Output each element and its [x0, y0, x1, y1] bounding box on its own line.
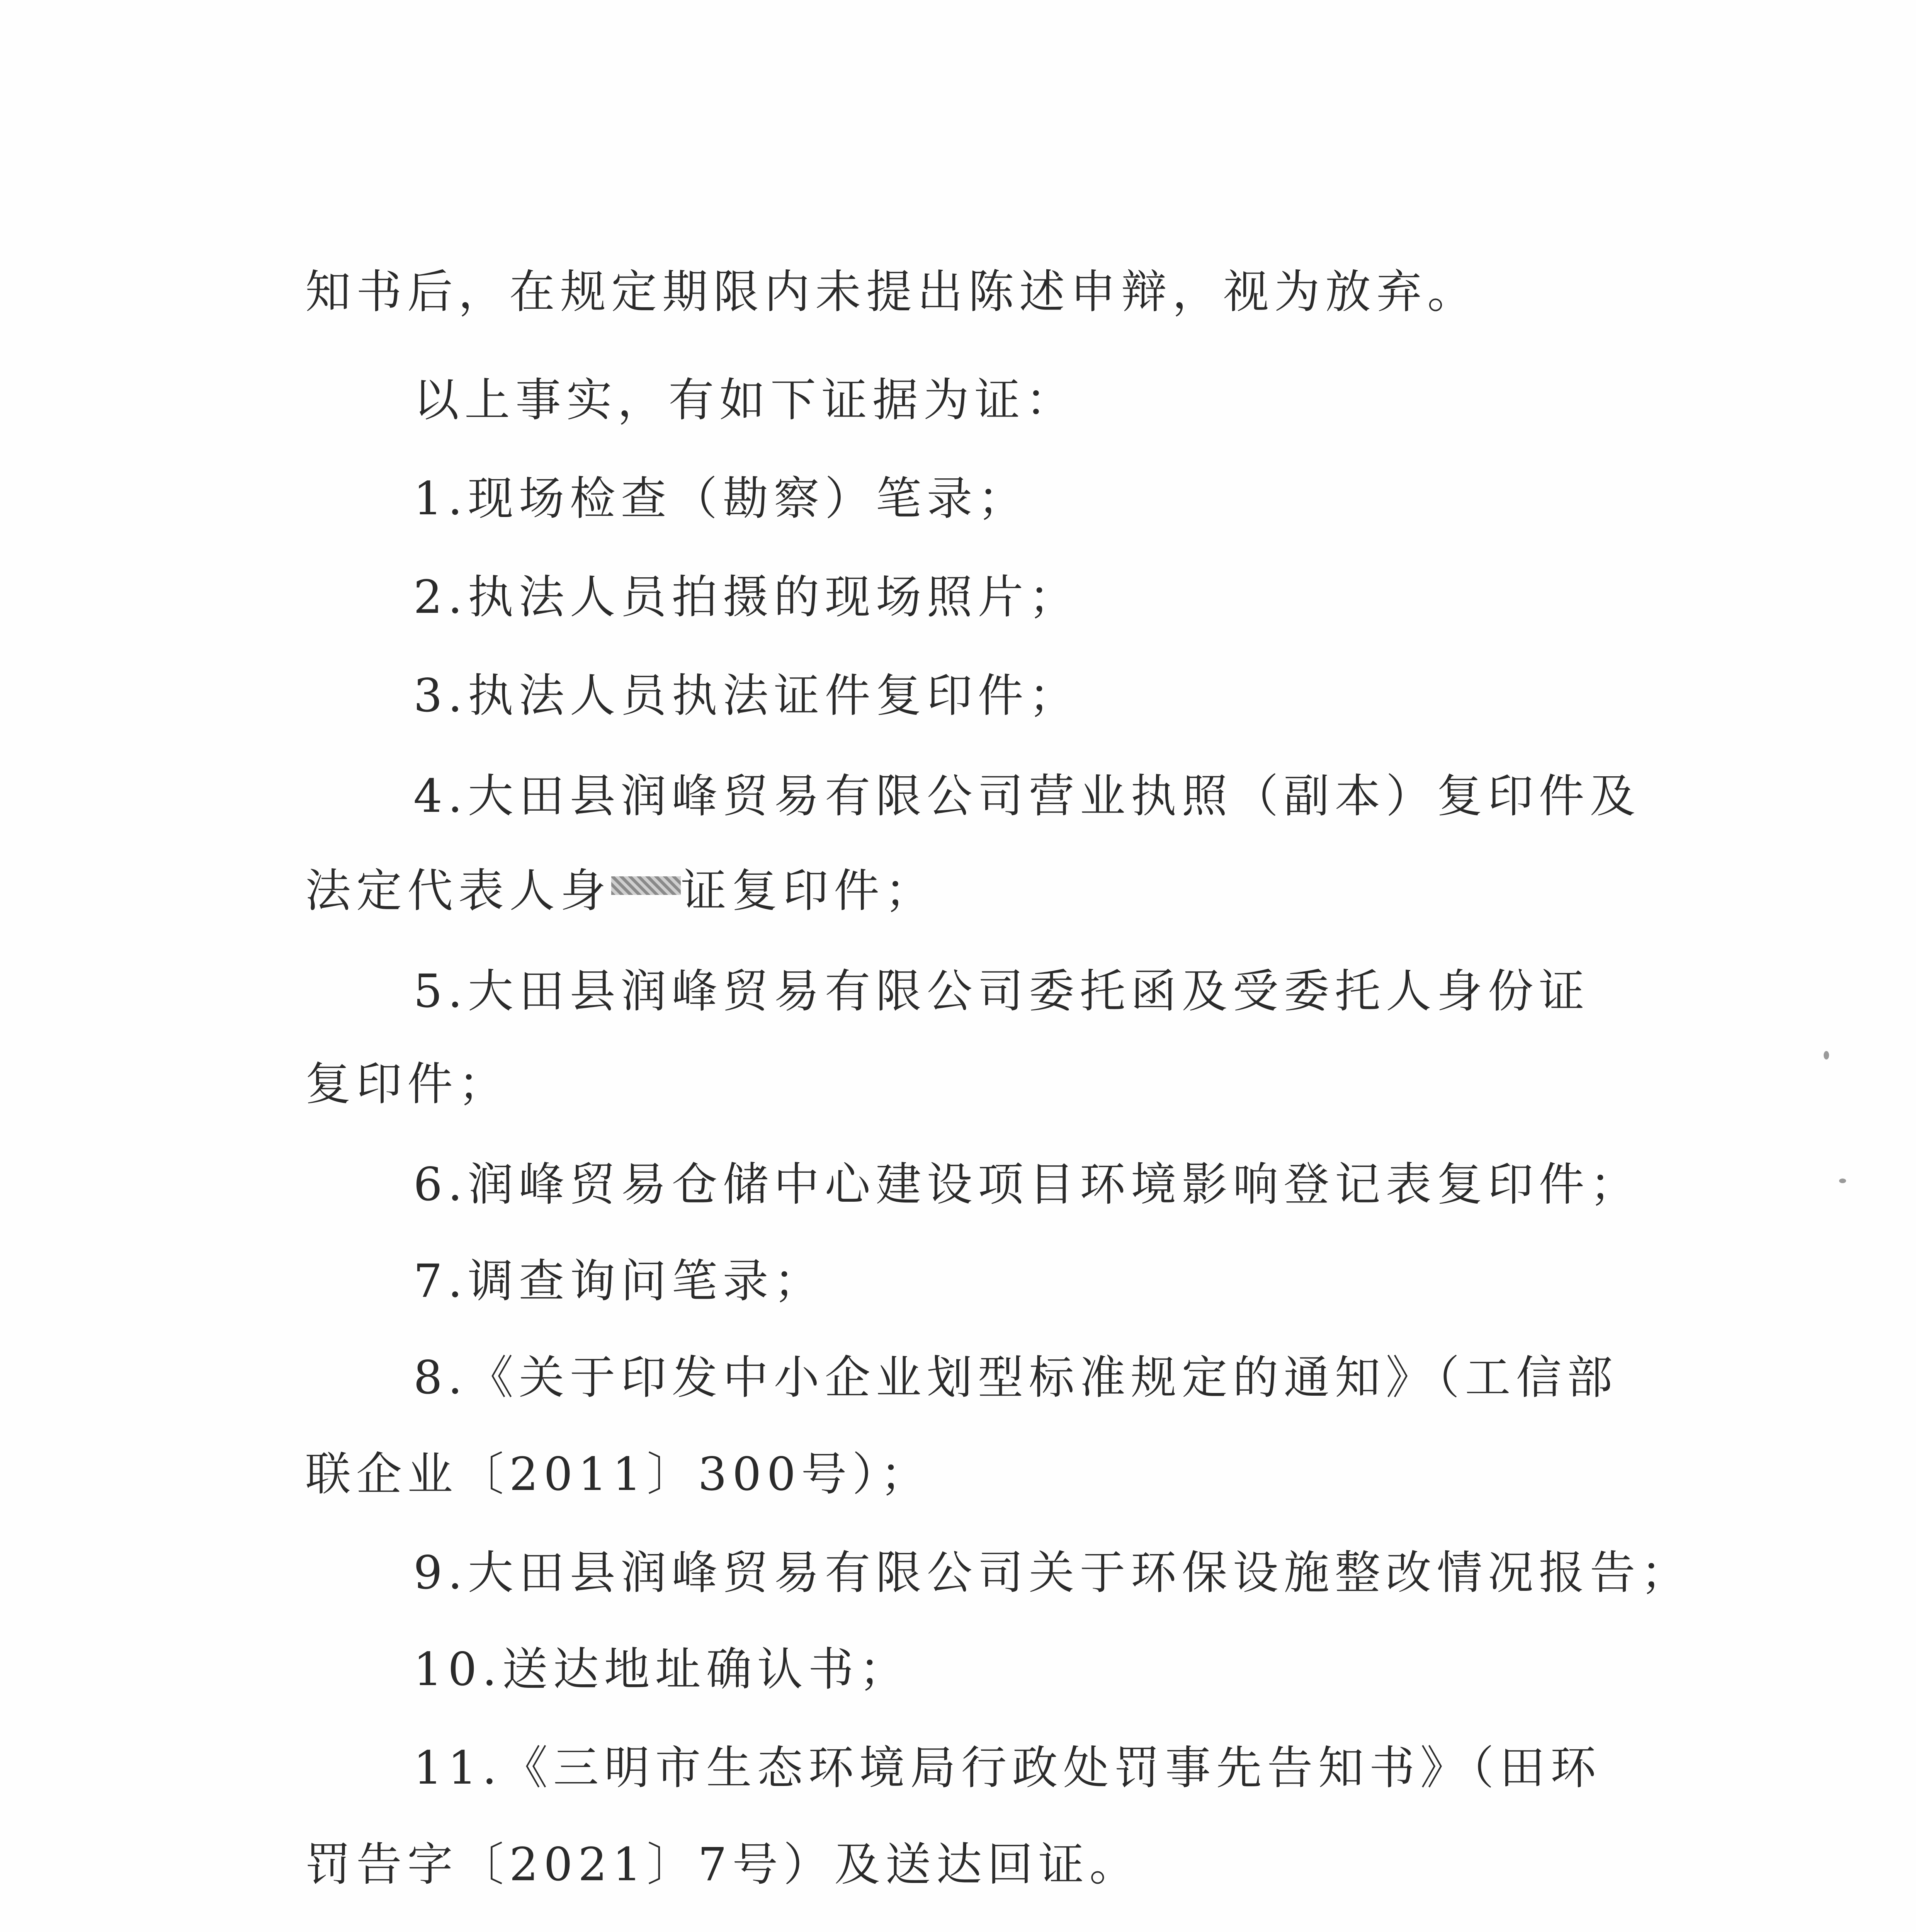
redaction-mark [611, 876, 681, 895]
scan-speck [1839, 1179, 1846, 1183]
list-item: 9.大田县润峰贸易有限公司关于环保设施整改情况报告； [413, 1546, 1692, 1599]
paragraph-line: 以上事实，有如下证据为证： [413, 373, 1077, 427]
list-item-continuation: 罚告字〔2021〕7号）及送达回证。 [305, 1838, 1141, 1891]
line-segment: 法定代表人身 [305, 864, 612, 917]
list-item-continuation [305, 862, 936, 920]
list-item: 10.送达地址确认书； [413, 1643, 910, 1696]
scan-speck [1824, 1051, 1829, 1060]
list-item: 3.执法人员执法证件复印件； [413, 669, 1080, 722]
list-item: 4.大田县润峰贸易有限公司营业执照（副本）复印件及 [413, 769, 1641, 823]
line-segment: 证复印件； [681, 864, 936, 917]
list-item: 2.执法人员拍摄的现场照片； [413, 570, 1080, 624]
list-item: 6.润峰贸易仓储中心建设项目环境影响登记表复印件； [413, 1158, 1641, 1211]
list-item: 11.《三明市生态环境局行政处罚事先告知书》（田环 [413, 1741, 1601, 1794]
list-item-continuation: 联企业〔2011〕300号）； [305, 1447, 932, 1501]
list-item-continuation: 复印件； [305, 1057, 510, 1111]
list-item: 1.现场检查（勘察）笔录； [413, 472, 1029, 525]
list-item: 7.调查询问笔录； [413, 1254, 825, 1308]
paragraph-line: 知书后，在规定期限内未提出陈述申辩，视为放弃。 [305, 265, 1479, 318]
list-item: 5.大田县润峰贸易有限公司委托函及受委托人身份证 [413, 964, 1590, 1018]
list-item: 8.《关于印发中小企业划型标准规定的通知》（工信部 [413, 1351, 1618, 1404]
